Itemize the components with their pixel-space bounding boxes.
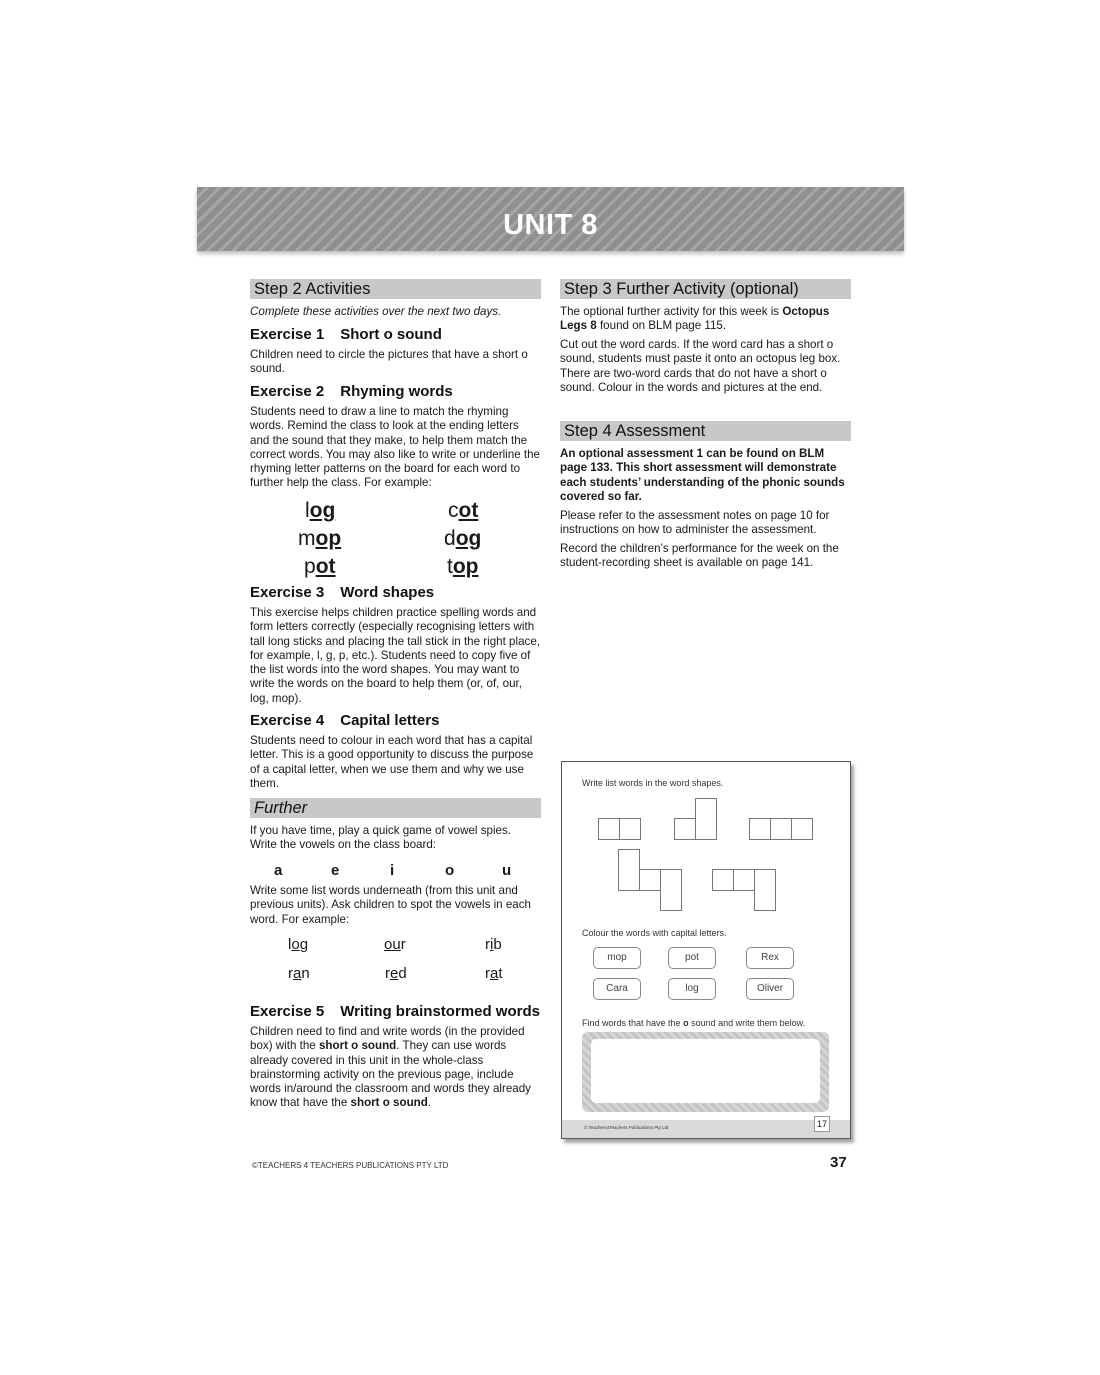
exercise2-body: Students need to draw a line to match the rhyming words. Remind the class to look at the ending letters and the sound that they make, to help them match the correct words. You may also like to write or underline the rhyming letter patterns on the board for each word to further help the class. For example: <box>250 405 540 490</box>
step4-paragraph2: Please refer to the assessment notes on page 10 for instructions on how to administer the assessment. <box>560 509 830 537</box>
word-card: Rex <box>746 947 794 969</box>
step3-paragraph2: Cut out the word cards. If the word card has a short o sound, students must paste it onto an octopus leg box. There are two-word cards that do not have a short o sound. Colour in the words and pictures at the end. <box>560 338 841 394</box>
word-card: Oliver <box>746 978 794 1000</box>
rhyme-word: mop <box>298 527 342 550</box>
further-body1: If you have time, play a quick game of vowel spies. Write the vowels on the class board: <box>250 824 511 852</box>
word-card: mop <box>593 947 641 969</box>
exercise3-body: This exercise helps children practice spelling words and form letters correctly (especially recognising letters with tall long sticks and placing the tall stick in the right place, for example, l, g, p, etc.). Students need to copy five of the list words into the word shapes. You may want to write the words on the board to help them (or, of, our, log, mop). <box>250 606 540 705</box>
exercise5-label: Exercise 5 <box>250 1003 325 1020</box>
vowel-letter: i <box>390 862 395 879</box>
vowel-example-word: rat <box>485 965 503 982</box>
worksheet-thumbnail <box>561 761 851 1139</box>
worksheet-copyright: © Teachers4Teachers Publications Pty Ltd <box>584 1125 669 1130</box>
exercise2-label: Exercise 2 <box>250 383 325 400</box>
exercise1-body: Children need to circle the pictures that have a short o sound. <box>250 348 528 376</box>
rhyme-word: cot <box>448 499 479 522</box>
word-card: Cara <box>593 978 641 1000</box>
exercise5-title: Writing brainstormed words <box>340 1003 540 1020</box>
rhyme-word: log <box>305 499 336 522</box>
further-body2: Write some list words underneath (from this unit and previous units). Ask children to spot the vowels in each word. For example: <box>250 884 531 926</box>
vowel-letter: o <box>445 862 455 879</box>
vowel-letter: a <box>274 862 283 879</box>
step2-heading: Step 2 Activities <box>250 279 541 299</box>
rhyme-word: dog <box>444 527 482 550</box>
vowel-letter: e <box>331 862 340 879</box>
step2-intro: Complete these activities over the next two days. <box>250 305 502 318</box>
worksheet-instruction-capitals: Colour the words with capital letters. <box>582 928 727 938</box>
exercise5-heading <box>250 1003 540 1020</box>
further-heading: Further <box>250 798 541 818</box>
worksheet-instruction-shapes: Write list words in the word shapes. <box>582 778 724 788</box>
answer-box <box>582 1032 829 1112</box>
rhyme-word: top <box>447 555 479 578</box>
step3-heading: Step 3 Further Activity (optional) <box>560 279 851 299</box>
publisher-footer: ©TEACHERS 4 TEACHERS PUBLICATIONS PTY LTD <box>252 1161 449 1170</box>
step4-heading: Step 4 Assessment <box>560 421 851 441</box>
exercise4-label: Exercise 4 <box>250 712 325 729</box>
word-card: pot <box>668 947 716 969</box>
vowel-example-word: log <box>288 936 309 953</box>
vowel-example-word: red <box>385 965 407 982</box>
exercise4-title: Capital letters <box>340 712 440 729</box>
exercise3-heading <box>250 584 434 601</box>
vowel-example-word: ran <box>288 965 310 982</box>
unit-banner <box>197 187 904 251</box>
exercise1-heading <box>250 326 442 343</box>
worksheet-footer <box>562 1120 850 1138</box>
exercise5-body: Children need to find and write words (in the provided box) with the short o sound. They can use words already covered in this unit in the whole-class brainstorming activity on the previous page, include words in/around the classroom and words they already know that have the short o sound. <box>250 1025 531 1110</box>
step4-paragraph1: An optional assessment 1 can be found on BLM page 133. This short assessment will demonstrate each students’ understanding of the phonic sounds covered so far. <box>560 447 845 503</box>
worksheet-instruction-o-sound: Find words that have the o sound and write them below. <box>582 1018 806 1028</box>
exercise1-title: Short o sound <box>340 326 442 343</box>
exercise3-label: Exercise 3 <box>250 584 325 601</box>
worksheet-page-number: 17 <box>814 1116 830 1132</box>
unit-title: UNIT 8 <box>503 209 598 241</box>
vowel-example-word: our <box>384 936 406 953</box>
vowel-letter: u <box>502 862 512 879</box>
step3-paragraph1: The optional further activity for this week is Octopus Legs 8 found on BLM page 115. <box>560 305 830 333</box>
vowel-example-word: rib <box>485 936 502 953</box>
word-card: log <box>668 978 716 1000</box>
page-number: 37 <box>830 1154 847 1171</box>
exercise4-body: Students need to colour in each word that has a capital letter. This is a good opportunity to discuss the purpose of a capital letter, when we use them and why we use them. <box>250 734 534 790</box>
step4-paragraph3: Record the children’s performance for the week on the student-recording sheet is available on page 141. <box>560 542 839 570</box>
rhyme-word: pot <box>304 555 336 578</box>
exercise2-heading <box>250 383 453 400</box>
exercise4-heading <box>250 712 439 729</box>
exercise2-title: Rhyming words <box>340 383 453 400</box>
exercise3-title: Word shapes <box>340 584 435 601</box>
exercise1-label: Exercise 1 <box>250 326 325 343</box>
